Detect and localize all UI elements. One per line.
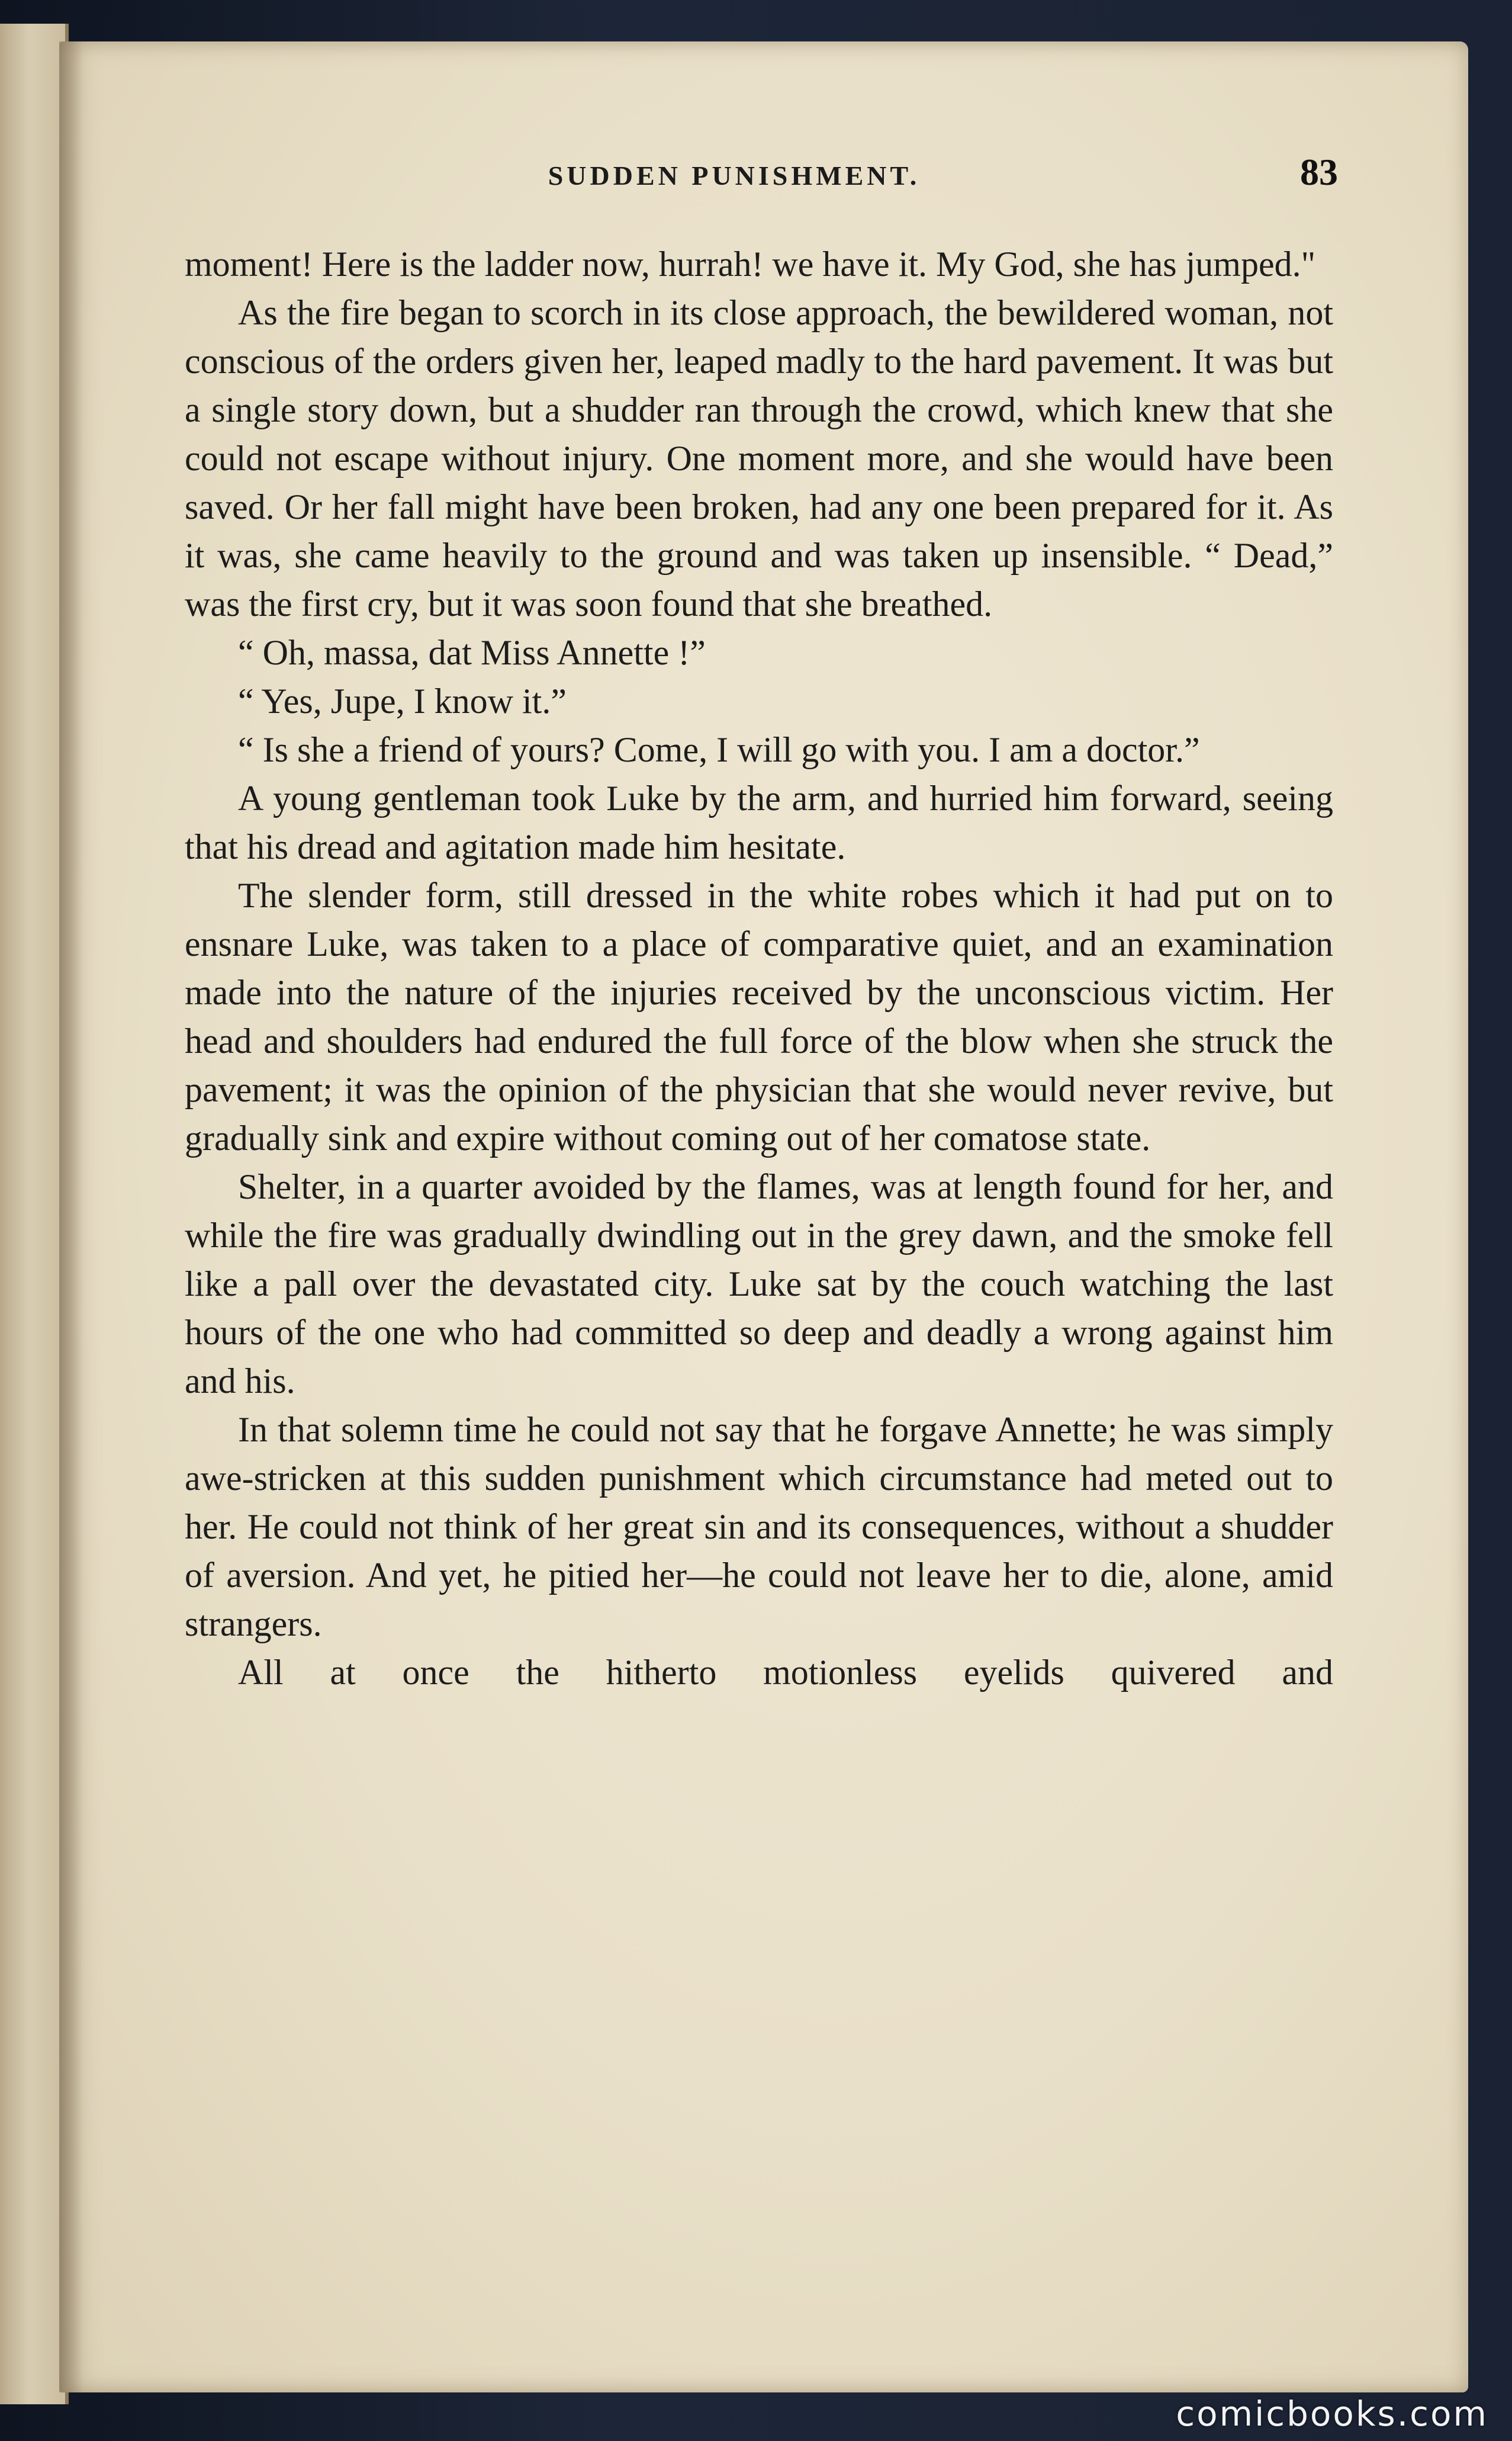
paragraph: The slender form, still dressed in the white robes which it had put on to ensnare Luke, was taken to a place of comparative quiet, and an examination made into the nature of the injuries received by the unconscious victim. Her head and shoulders had endured the full force of the blow when she struck the pavement; it was the opinion of the physician that she would never revive, but gradually sink and expire without coming out of her comatose state. xyxy=(185,876,1333,1158)
running-head xyxy=(130,148,1338,201)
page-number: 83 xyxy=(1300,151,1338,193)
paragraph: “ Oh, massa, dat Miss Annette !” xyxy=(238,633,706,672)
body-text xyxy=(185,240,1333,1697)
running-title: SUDDEN PUNISHMENT. xyxy=(548,160,921,191)
watermark: comicbooks.com xyxy=(1176,2394,1488,2434)
facing-page-edge xyxy=(0,24,69,2404)
paragraph: “ Is she a friend of yours? Come, I will go with you. I am a doctor.” xyxy=(238,730,1200,769)
paragraph: A young gentleman took Luke by the arm, and hurried him forward, seeing that his dread and agitation made him hesitate. xyxy=(185,779,1333,866)
paragraph: As the fire began to scorch in its close approach, the bewildered woman, not conscious of the orders given her, leaped madly to the hard pavement. It was but a single story down, but a shudder ran through the crowd, which knew that she could not escape without injury. One moment more, and she would have been saved. Or her fall might have been broken, had any one been prepared for it. As it was, she came heavily to the ground and was taken up insensible. “ Dead,” was the first cry, but it was soon found that she breathed. xyxy=(185,293,1333,624)
paragraph: moment! Here is the ladder now, hurrah! we have it. My God, she has jumped." xyxy=(185,245,1316,284)
paragraph: In that solemn time he could not say that he forgave Annette; he was simply awe-stricken at this sudden punishment which circumstance had meted out to her. He could not think of her great sin and its consequences, without a shudder of aversion. And yet, he pitied her—he could not leave her to die, alone, amid strangers. xyxy=(185,1410,1333,1643)
paragraph: Shelter, in a quarter avoided by the flames, was at length found for her, and while the fire was gradually dwindling out in the grey dawn, and the smoke fell like a pall over the devastated city. Luke sat by the couch watching the last hours of the one who had committed so deep and deadly a wrong against him and his. xyxy=(185,1167,1333,1401)
paragraph: All at once the hitherto motionless eyelids quivered and xyxy=(238,1653,1333,1692)
paragraph: “ Yes, Jupe, I know it.” xyxy=(238,682,567,721)
